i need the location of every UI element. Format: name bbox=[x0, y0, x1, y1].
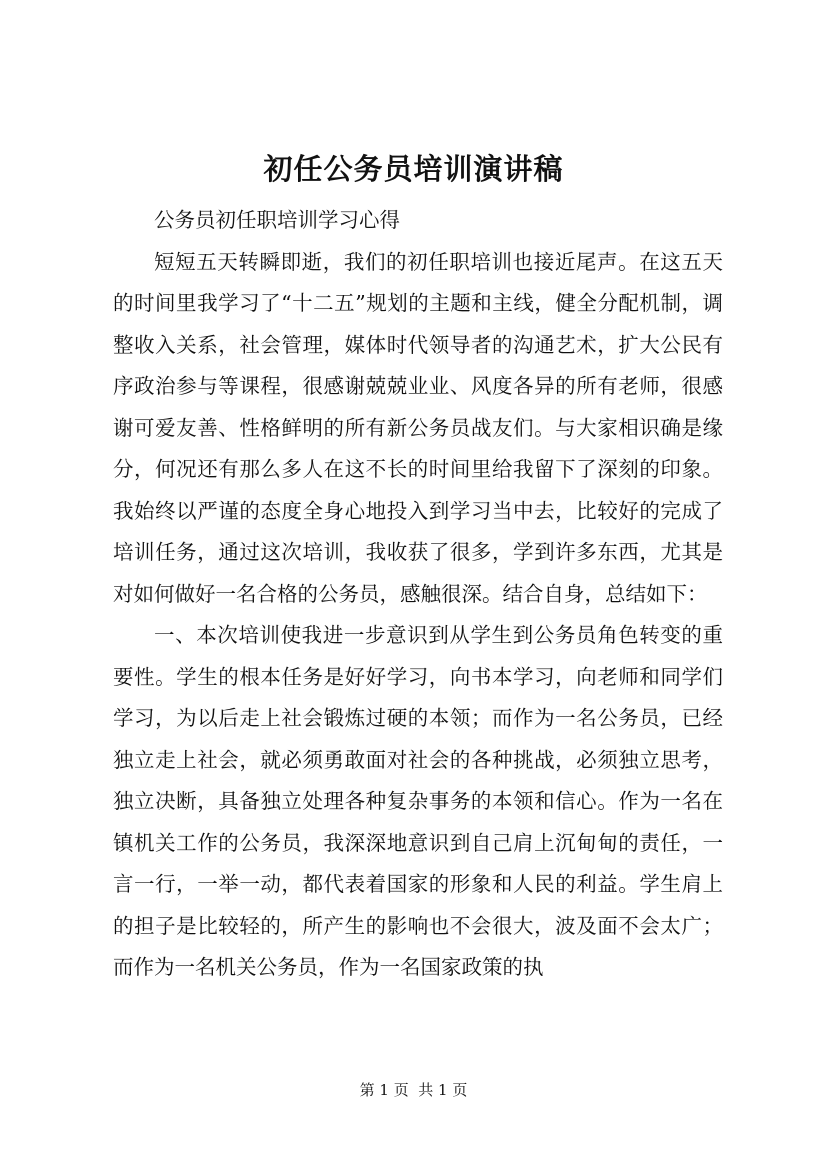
document-body bbox=[113, 200, 723, 989]
paragraph-1: 短短五天转瞬即逝，我们的初任职培训也接近尾声。在这五天的时间里我学习了“十二五”规划的主题和主线，健全分配机制，调整收入关系，社会管理，媒体时代领导者的沟通艺术，扩大公民有序政治参与等课程，很感谢兢兢业业、风度各异的所有老师，很感谢可爱友善、性格鲜明的所有新公务员战友们。与大家相识确是缘分，何况还有那么多人在这不长的时间里给我留下了深刻的印象。我始终以严谨的态度全身心地投入到学习当中去，比较好的完成了培训任务，通过这次培训，我收获了很多，学到许多东西，尤其是对如何做好一名合格的公务员，感触很深。结合自身，总结如下： bbox=[113, 249, 723, 606]
paragraph-2: 一、本次培训使我进一步意识到从学生到公务员角色转变的重要性。学生的根本任务是好好学习，向书本学习，向老师和同学们学习，为以后走上社会锻炼过硬的本领；而作为一名公务员，已经独立走上社会，就必须勇敢面对社会的各种挑战，必须独立思考，独立决断，具备独立处理各种复杂事务的本领和信心。作为一名在镇机关工作的公务员，我深深地意识到自己肩上沉甸甸的责任，一言一行，一举一动，都代表着国家的形象和人民的利益。学生肩上的担子是比较轻的，所产生的影响也不会很大，波及面不会太广；而作为一名机关公务员，作为一名国家政策的执 bbox=[113, 623, 723, 979]
page-number-label: 第 1 页 共 1 页 bbox=[359, 1081, 468, 1099]
page-footer bbox=[0, 1079, 827, 1100]
document-title: 初任公务员培训演讲稿 bbox=[263, 152, 564, 186]
document-subtitle: 公务员初任职培训学习心得 bbox=[154, 208, 400, 232]
